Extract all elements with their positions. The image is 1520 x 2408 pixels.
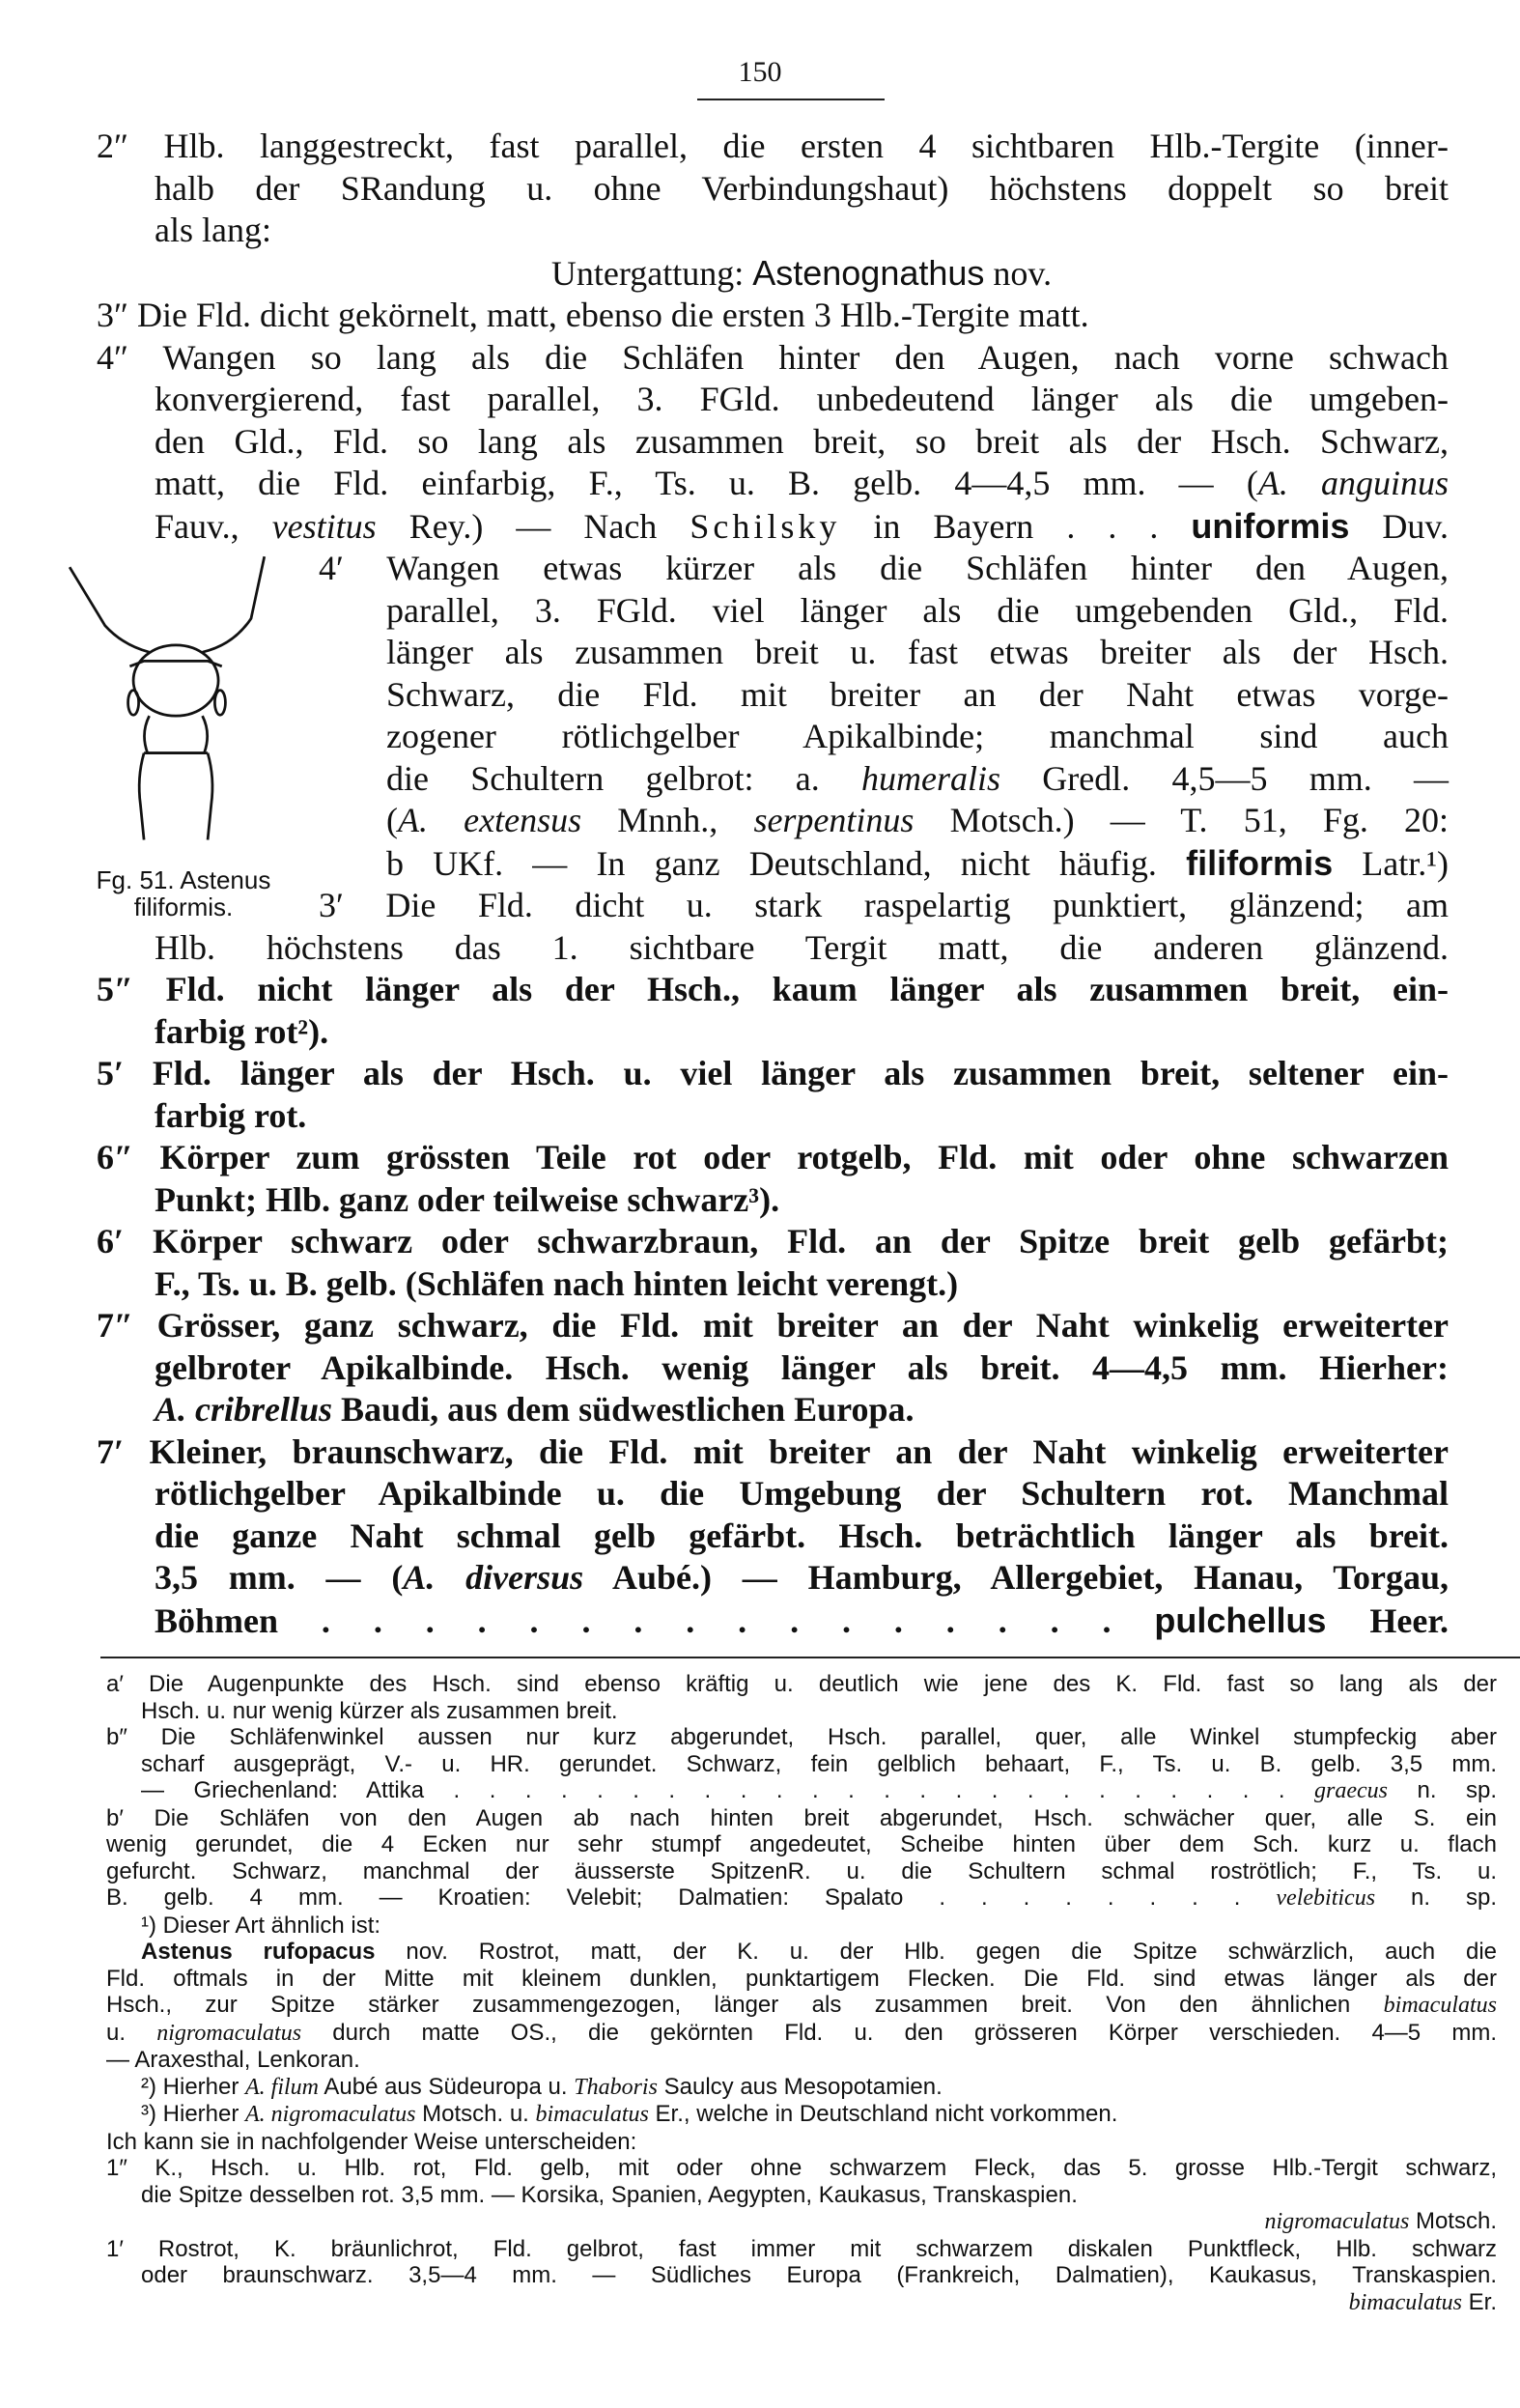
italic-name: A. extensus [398, 801, 582, 839]
species-name: filiformis [1186, 842, 1334, 883]
text-segment: — Griechenland: Attika . . . . . . . . . . . . . . . . . . . . . . . . [141, 1777, 1285, 1803]
footnote-line: b″ Die Schläfenwinkel aussen nur kurz abgerundet, Hsch. parallel, quer, alle Winkel stumpfeckig aber [106, 1724, 1497, 1750]
page-number: 150 [738, 56, 782, 88]
text-segment: Saulcy aus Mesopotamien. [663, 2073, 943, 2100]
text-line: farbig rot²). [155, 1011, 329, 1051]
footnote-line [106, 1992, 1497, 2020]
text-segment: matt, die Fld. einfarbig, F., Ts. u. B. gelb. 4—4,5 mm. — ( [155, 464, 1258, 502]
footnote-line: Ich kann sie in nachfolgender Weise unterscheiden: [106, 2128, 637, 2155]
subgenus-suffix: nov. [993, 253, 1053, 293]
subgenus-name: Astenognathus [752, 252, 985, 293]
text-segment: durch matte OS., die gekörnten Fld. u. den grösseren Körper verschieden. 4—5 mm. [332, 2019, 1498, 2046]
italic-name: A. diversus [403, 1558, 584, 1597]
text-segment: in Bayern . . . [873, 506, 1159, 546]
italic-name: vestitus [271, 506, 377, 546]
caption-line: Fg. 51. Astenus [96, 865, 271, 894]
text-line: 5′ Fld. länger als der Hsch. u. viel länger als zusammen breit, seltener ein- [97, 1054, 1449, 1092]
footnote-line: Fld. oftmals in der Mitte mit kleinem dunklen, punktartigem Flecken. Die Fld. sind etwas länger als der [106, 1965, 1497, 1992]
text-segment: Motsch. [1415, 2208, 1497, 2234]
text-segment: Hsch., zur Spitze stärker zusammengezogen, länger als zusammen breit. Von den ähnlichen [106, 1992, 1351, 2018]
text-line: farbig rot. [155, 1095, 307, 1135]
text-line: 5″ Fld. nicht länger als der Hsch., kaum länger als zusammen breit, ein- [97, 970, 1449, 1008]
text-line [97, 463, 1449, 505]
author: Duv. [1382, 506, 1450, 546]
spaced-author: Schilsky [690, 506, 841, 546]
footnote-line: scharf ausgeprägt, V.- u. HR. gerundet. Schwarz, fein gelblich behaart, F., Ts. u. B. gelb. 3,5 mm. [141, 1750, 1497, 1777]
text-line: Punkt; Hlb. ganz oder teilweise schwarz³). [155, 1179, 780, 1219]
text-line: 2″ Hlb. langgestreckt, fast parallel, die ersten 4 sichtbaren Hlb.-Tergite (inner- [97, 127, 1449, 165]
text-segment: Er., welche in Deutschland nicht vorkommen. [655, 2101, 1118, 2127]
text-segment: B. gelb. 4 mm. — Kroatien: Velebit; Dalmatien: Spalato . . . . . . . . [106, 1884, 1241, 1911]
text-segment: n. sp. [1417, 1777, 1498, 1803]
subgenus-line [97, 252, 1449, 296]
text-line [97, 1600, 1449, 1643]
footnotes [106, 1671, 1497, 2316]
text-segment: u. [106, 2019, 127, 2046]
footnote-line [106, 2074, 1497, 2102]
author: Latr.¹) [1362, 843, 1450, 883]
text-line: die ganze Naht schmal gelb gefärbt. Hsch. beträchtlich länger als breit. [155, 1516, 1449, 1555]
key-text [97, 126, 1449, 1642]
text-line: rötlichgelber Apikalbinde u. die Umgebung der Schultern rot. Manchmal [155, 1474, 1449, 1513]
text-segment: n. sp. [1411, 1884, 1497, 1911]
italic-name: A. filum [245, 2074, 320, 2100]
text-line: 7′ Kleiner, braunschwarz, die Fld. mit breiter an der Naht winkelig erweiterter [97, 1431, 1449, 1471]
italic-name: velebiticus [1276, 1885, 1376, 1911]
italic-name: humeralis [860, 758, 1000, 798]
text-segment: Er. [1468, 2288, 1497, 2315]
footnote-line [106, 2289, 1497, 2317]
text-line: Hlb. höchstens das 1. sichtbare Tergit matt, die anderen glänzend. [155, 927, 1449, 967]
italic-name: bimaculatus [535, 2102, 649, 2127]
footnote-line: 1″ K., Hsch. u. Hlb. rot, Fld. gelb, mit oder ohne schwarzem Fleck, das 5. grosse Hlb.-Tergit schwarz, [106, 2155, 1497, 2181]
text-segment: Baudi, aus dem südwestlichen Europa. [341, 1390, 915, 1429]
footnote-line: oder braunschwarz. 3,5—4 mm. — Südliches Europa (Frankreich, Dalmatien), Kaukasus, Transkaspien. [141, 2262, 1497, 2288]
footnote-line [106, 1777, 1497, 1805]
species-name: Astenus rufopacus [141, 1939, 376, 1965]
text-segment: Fauv., [155, 506, 239, 546]
text-segment: ³) Hierher [141, 2101, 239, 2127]
subgenus-prefix: Untergattung: [550, 253, 745, 293]
text-line: länger als zusammen breit u. fast etwas breiter als der Hsch. [386, 633, 1449, 671]
italic-name: serpentinus [753, 801, 915, 839]
footnote-line [106, 2020, 1497, 2048]
text-segment: Motsch. u. [422, 2101, 529, 2127]
text-line: gelbroter Apikalbinde. Hsch. wenig länger als breit. 4—4,5 mm. Hierher: [155, 1347, 1449, 1387]
text-segment: die Schultern gelbrot: a. [386, 758, 820, 798]
text-segment: nov. Rostrot, matt, der K. u. der Hlb. gegen die Spitze schwärzlich, auch die [406, 1939, 1497, 1965]
footnote-line: die Spitze desselben rot. 3,5 mm. — Korsika, Spanien, Aegypten, Kaukasus, Transkaspien. [141, 2181, 1078, 2208]
text-line: parallel, 3. FGld. viel länger als die umgebenden Gld., Fld. [386, 590, 1449, 630]
text-line: 4″ Wangen so lang als die Schläfen hinter den Augen, nach vorne schwach [97, 337, 1449, 377]
text-line: 3′ Die Fld. dicht u. stark raspelartig punktiert, glänzend; am [319, 886, 1449, 924]
italic-name: A. anguinus [1257, 464, 1449, 502]
footnote-line [106, 1939, 1497, 1966]
text-segment: Mnnh., [617, 801, 718, 839]
footnote-rule [100, 1657, 1520, 1658]
beetle-figure-icon [39, 548, 357, 866]
text-segment: b UKf. — In ganz Deutschland, nicht häufig. [386, 843, 1157, 883]
italic-name: graecus [1314, 1778, 1389, 1803]
text-line: halb der SRandung u. ohne Verbindungshaut) höchstens doppelt so breit [155, 168, 1449, 208]
text-line: 6′ Körper schwarz oder schwarzbraun, Fld. an der Spitze breit gelb gefärbt; [97, 1222, 1449, 1261]
text-line: konvergierend, fast parallel, 3. FGld. unbedeutend länger als die umgeben- [155, 380, 1449, 418]
text-segment: ²) Hierher [141, 2073, 239, 2100]
text-line: 3″ Die Fld. dicht gekörnelt, matt, ebenso die ersten 3 Hlb.-Tergite matt. [97, 296, 1089, 334]
footnote-line: a′ Die Augenpunkte des Hsch. sind ebenso kräftig u. deutlich wie jene des K. Fld. fast so lang als der [106, 1671, 1497, 1697]
italic-name: nigromaculatus [156, 2020, 302, 2046]
footnote-line: ¹) Dieser Art ähnlich ist: [141, 1912, 381, 1939]
italic-name: A. nigromaculatus [245, 2102, 416, 2127]
text-line: zogener rötlichgelber Apikalbinde; manchmal sind auch [386, 717, 1449, 755]
text-segment: Aubé aus Südeuropa u. [324, 2073, 568, 2100]
footnote-line: Hsch. u. nur wenig kürzer als zusammen breit. [141, 1697, 618, 1724]
italic-name: Thaboris [574, 2074, 658, 2100]
footnote-line [106, 2208, 1497, 2236]
footnote-line: 1′ Rostrot, K. bräunlichrot, Fld. gelbrot, fast immer mit schwarzem diskalen Punktfleck, Hlb. schwarz [106, 2235, 1497, 2262]
text-segment: Böhmen . . . . . . . . . . . . . . . . [155, 1601, 1112, 1640]
text-segment: Aubé.) — Hamburg, Allergebiet, Hanau, Torgau, [611, 1558, 1450, 1597]
footnote-line: — Araxesthal, Lenkoran. [106, 2047, 360, 2073]
text-line [97, 1389, 1449, 1431]
text-segment: Motsch.) — T. 51, Fg. 20: [949, 801, 1450, 839]
text-line: als lang: [155, 211, 271, 249]
text-line: den Gld., Fld. so lang als zusammen breit, so breit als der Hsch. Schwarz, [155, 421, 1449, 461]
italic-name: bimaculatus [1348, 2289, 1462, 2315]
text-line: 6″ Körper zum grössten Teile rot oder rotgelb, Fld. mit oder ohne schwarzen [97, 1138, 1449, 1176]
footnote-line [106, 2101, 1497, 2129]
text-line: 7″ Grösser, ganz schwarz, die Fld. mit breiter an der Naht winkelig erweiterter [97, 1306, 1449, 1345]
italic-name: A. cribrellus [155, 1390, 333, 1429]
italic-name: bimaculatus [1383, 1993, 1497, 2018]
text-segment: ( [386, 801, 398, 839]
text-segment: Gredl. 4,5—5 mm. — [1042, 758, 1449, 798]
caption-line: filiformis. [133, 892, 234, 921]
text-segment: Rey.) — Nach [408, 506, 658, 546]
figure-caption [39, 866, 328, 921]
text-line [97, 505, 1449, 549]
italic-name: nigromaculatus [1264, 2209, 1410, 2234]
text-line: F., Ts. u. B. gelb. (Schläfen nach hinten leicht verengt.) [155, 1263, 959, 1303]
footnote-line: b′ Die Schläfen von den Augen ab nach hinten breit abgerundet, Hsch. schwächer quer, alle S. ein [106, 1804, 1497, 1831]
text-line: 4′ Wangen etwas kürzer als die Schläfen hinter den Augen, [319, 549, 1449, 587]
text-line [97, 1557, 1449, 1600]
footnote-line [106, 1884, 1497, 1912]
species-name: pulchellus [1154, 1600, 1327, 1640]
text-segment: 3,5 mm. — ( [155, 1558, 404, 1597]
header-rule [697, 99, 885, 100]
species-name: uniformis [1191, 505, 1350, 546]
footnote-line: wenig gerundet, die 4 Ecken nur sehr stumpf angedeutet, Scheibe hinten über dem Sch. kurz u. flach [106, 1831, 1497, 1857]
text-line: Schwarz, die Fld. mit breiter an der Naht etwas vorge- [386, 674, 1449, 714]
author: Heer. [1369, 1601, 1449, 1640]
footnote-line: gefurcht. Schwarz, manchmal der äusserste SpitzenR. u. die Schultern schmal roströtlich; F., Ts. u. [106, 1857, 1497, 1884]
